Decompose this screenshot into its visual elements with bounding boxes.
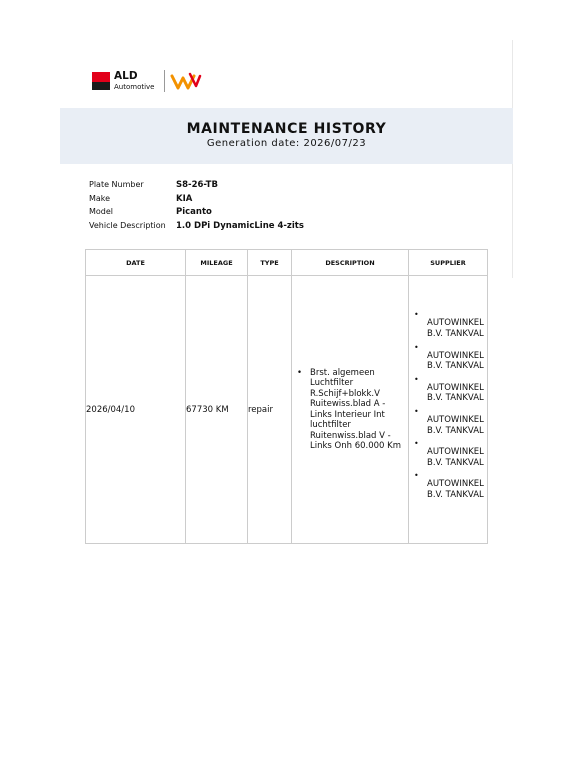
make-value: KIA [176,193,193,204]
cell-mileage: 67730 KM [186,276,248,544]
make-label: Make [89,193,111,203]
bullet-icon: • [414,407,419,416]
model-label: Model [89,207,114,216]
cell-date: 2026/04/10 [86,276,186,544]
partner-logo-icon [170,70,202,92]
cell-type: repair [248,276,292,544]
bullet-icon: • [297,367,303,378]
model-value: Picanto [176,207,212,217]
supplier-item [409,407,487,436]
supplier-name: AUTOWINKEL B.V. TANKVAL [427,479,484,500]
supplier-item [409,471,487,500]
page-title: MAINTENANCE HISTORY [186,121,387,137]
description-text: Brst. algemeen Luchtfilter R.Schijf+blokk.V Ruitewiss.blad A - Links Interieur Int luchtfilter Ruitenwiss.blad V - Links Onh 60.000 Km [310,367,402,451]
supplier-name: AUTOWINKEL B.V. TANKVAL [427,382,484,404]
vehicle-description-label: Vehicle Description [89,220,166,230]
table-header-row [86,250,488,276]
supplier-item [409,439,487,468]
supplier-item [409,342,487,372]
supplier-name: AUTOWINKEL B.V. TANKVAL [427,350,484,372]
bullet-icon: • [414,374,419,384]
supplier-item [409,310,487,340]
bullet-icon: • [414,342,419,352]
ald-logo-mark [92,72,110,90]
supplier-name: AUTOWINKEL B.V. TANKVAL [427,318,484,340]
table-row [86,276,488,544]
logo-sub: Automotive [114,83,155,91]
supplier-item [409,374,487,404]
cell-supplier [409,276,488,544]
bullet-icon: • [414,439,419,449]
description-item [292,368,408,452]
column-header-description: DESCRIPTION [292,250,409,276]
cell-description [292,276,409,544]
column-header-type: TYPE [248,250,292,276]
column-header-date: DATE [86,250,186,276]
bullet-icon: • [414,310,419,320]
column-header-mileage: MILEAGE [186,250,248,276]
generation-date: Generation date: 2026/07/23 [206,138,367,149]
column-header-supplier: SUPPLIER [409,250,488,276]
supplier-name: AUTOWINKEL B.V. TANKVAL [427,447,484,468]
plate-number-label: Plate Number [89,180,144,189]
logo-brand: ALD [114,70,138,82]
plate-number-value: S8-26-TB [176,180,218,190]
supplier-name: AUTOWINKEL B.V. TANKVAL [427,415,484,436]
bullet-icon: • [414,471,419,481]
maintenance-history-table [85,249,488,544]
logo-divider [164,70,165,92]
vehicle-description-value: 1.0 DPi DynamicLine 4-zits [176,220,304,231]
report-header-banner [60,108,513,164]
